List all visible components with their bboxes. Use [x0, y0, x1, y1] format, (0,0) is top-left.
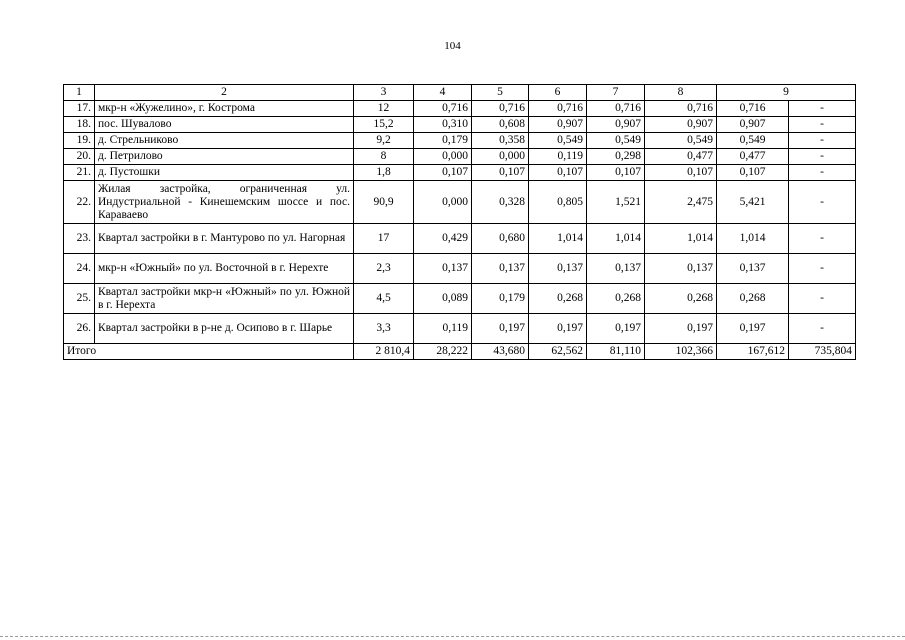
table-cell: 0,179: [472, 284, 529, 314]
table-cell: 0,549: [645, 133, 717, 149]
column-header: 2: [95, 85, 354, 101]
row-name: Квартал застройки в р-не д. Осипово в г. Шарье: [95, 314, 354, 344]
total-label: Итого: [64, 344, 354, 360]
total-cell: 81,110: [587, 344, 645, 360]
table-row: [64, 101, 856, 117]
table-row: [64, 133, 856, 149]
table-cell: 15,2: [354, 117, 414, 133]
table-cell: 1,014: [587, 224, 645, 254]
row-name: мкр-н «Жужелино», г. Кострома: [95, 101, 354, 117]
table-cell: 0,907: [529, 117, 587, 133]
table-cell: 0,137: [414, 254, 472, 284]
table-cell: 0,119: [529, 149, 587, 165]
table-row: [64, 181, 856, 224]
table-cell: 0,608: [472, 117, 529, 133]
table-cell: 0,358: [472, 133, 529, 149]
table-cell: -: [789, 133, 856, 149]
column-header: 9: [717, 85, 856, 101]
row-number: 22.: [64, 181, 95, 224]
table-cell: 12: [354, 101, 414, 117]
table-cell: -: [789, 117, 856, 133]
table-cell: -: [789, 181, 856, 224]
table-cell: 0,000: [472, 149, 529, 165]
table-row: [64, 314, 856, 344]
table-cell: 2,3: [354, 254, 414, 284]
table-cell: -: [789, 165, 856, 181]
row-name: Жилая застройка, ограниченная ул. Индустриальной - Кинешемским шоссе и пос. Караваево: [95, 181, 354, 224]
table-cell: 0,089: [414, 284, 472, 314]
table-cell: 0,680: [472, 224, 529, 254]
row-name: пос. Шувалово: [95, 117, 354, 133]
table-cell: 0,107: [717, 165, 789, 181]
row-name: д. Стрельниково: [95, 133, 354, 149]
column-header: 7: [587, 85, 645, 101]
table-row: [64, 117, 856, 133]
table-cell: 0,477: [717, 149, 789, 165]
column-header: 8: [645, 85, 717, 101]
table-cell: 0,137: [472, 254, 529, 284]
table-cell: -: [789, 101, 856, 117]
table-cell: 0,268: [717, 284, 789, 314]
table-row: [64, 149, 856, 165]
table-cell: 0,179: [414, 133, 472, 149]
page-bottom-rule: [0, 636, 905, 637]
table-cell: 0,197: [529, 314, 587, 344]
row-name: д. Пустошки: [95, 165, 354, 181]
table-cell: 90,9: [354, 181, 414, 224]
total-cell: 28,222: [414, 344, 472, 360]
row-number: 23.: [64, 224, 95, 254]
row-number: 24.: [64, 254, 95, 284]
table-cell: 1,8: [354, 165, 414, 181]
row-number: 17.: [64, 101, 95, 117]
table-row: [64, 224, 856, 254]
table-row: [64, 284, 856, 314]
table-cell: 0,000: [414, 181, 472, 224]
total-cell: 62,562: [529, 344, 587, 360]
row-number: 18.: [64, 117, 95, 133]
row-number: 20.: [64, 149, 95, 165]
table-cell: 0,119: [414, 314, 472, 344]
table-cell: 1,014: [717, 224, 789, 254]
table-rows: [64, 101, 856, 344]
total-cell: 2 810,4: [354, 344, 414, 360]
table-cell: 0,137: [529, 254, 587, 284]
table-cell: 0,268: [529, 284, 587, 314]
total-cell: 102,366: [645, 344, 717, 360]
total-cell: 735,804: [789, 344, 856, 360]
table-cell: 0,907: [717, 117, 789, 133]
table-cell: 0,000: [414, 149, 472, 165]
table-cell: 9,2: [354, 133, 414, 149]
table-cell: -: [789, 254, 856, 284]
table-cell: -: [789, 149, 856, 165]
table-cell: 5,421: [717, 181, 789, 224]
table-body: [64, 85, 856, 101]
row-name: д. Петрилово: [95, 149, 354, 165]
table-cell: 1,014: [645, 224, 717, 254]
table-cell: 0,429: [414, 224, 472, 254]
row-number: 19.: [64, 133, 95, 149]
column-header: 4: [414, 85, 472, 101]
table-cell: 0,549: [587, 133, 645, 149]
table-cell: 0,137: [717, 254, 789, 284]
table-cell: 0,107: [645, 165, 717, 181]
table-cell: 0,197: [645, 314, 717, 344]
table-cell: 1,014: [529, 224, 587, 254]
column-header: 1: [64, 85, 95, 101]
table-row: [64, 254, 856, 284]
table-cell: 0,268: [645, 284, 717, 314]
table-cell: 0,107: [529, 165, 587, 181]
table-cell: 0,197: [472, 314, 529, 344]
table-cell: 0,310: [414, 117, 472, 133]
table-header-row: [64, 85, 856, 101]
row-name: Квартал застройки мкр-н «Южный» по ул. Южной в г. Нерехта: [95, 284, 354, 314]
row-name: мкр-н «Южный» по ул. Восточной в г. Нерехте: [95, 254, 354, 284]
table-cell: 3,3: [354, 314, 414, 344]
table-cell: 0,549: [529, 133, 587, 149]
table-cell: 0,716: [414, 101, 472, 117]
table-cell: 0,477: [645, 149, 717, 165]
table-cell: 0,716: [587, 101, 645, 117]
table-row: [64, 165, 856, 181]
row-number: 21.: [64, 165, 95, 181]
table-cell: 0,197: [587, 314, 645, 344]
table-cell: 0,137: [587, 254, 645, 284]
page-number: 104: [444, 40, 461, 52]
table-cell: 2,475: [645, 181, 717, 224]
column-header: 6: [529, 85, 587, 101]
table-footer: [64, 344, 856, 360]
table-cell: 8: [354, 149, 414, 165]
table-cell: 0,549: [717, 133, 789, 149]
table-cell: 0,107: [587, 165, 645, 181]
table-cell: 0,197: [717, 314, 789, 344]
table-cell: 1,521: [587, 181, 645, 224]
table-cell: 0,716: [717, 101, 789, 117]
table-cell: 0,805: [529, 181, 587, 224]
row-number: 25.: [64, 284, 95, 314]
table-cell: -: [789, 284, 856, 314]
table-cell: -: [789, 314, 856, 344]
table-cell: 0,107: [414, 165, 472, 181]
table-cell: 0,328: [472, 181, 529, 224]
table-cell: 0,716: [472, 101, 529, 117]
table-cell: 0,137: [645, 254, 717, 284]
table-cell: 0,716: [645, 101, 717, 117]
table-cell: 0,907: [645, 117, 717, 133]
total-cell: 167,612: [717, 344, 789, 360]
table-cell: 0,298: [587, 149, 645, 165]
table-cell: 0,716: [529, 101, 587, 117]
data-table: [63, 84, 856, 360]
row-number: 26.: [64, 314, 95, 344]
table-cell: 0,107: [472, 165, 529, 181]
column-header: 3: [354, 85, 414, 101]
table-cell: -: [789, 224, 856, 254]
row-name: Квартал застройки в г. Мантурово по ул. Нагорная: [95, 224, 354, 254]
table-cell: 0,907: [587, 117, 645, 133]
table-cell: 4,5: [354, 284, 414, 314]
table-cell: 17: [354, 224, 414, 254]
column-header: 5: [472, 85, 529, 101]
total-row: [64, 344, 856, 360]
total-cell: 43,680: [472, 344, 529, 360]
table-cell: 0,268: [587, 284, 645, 314]
